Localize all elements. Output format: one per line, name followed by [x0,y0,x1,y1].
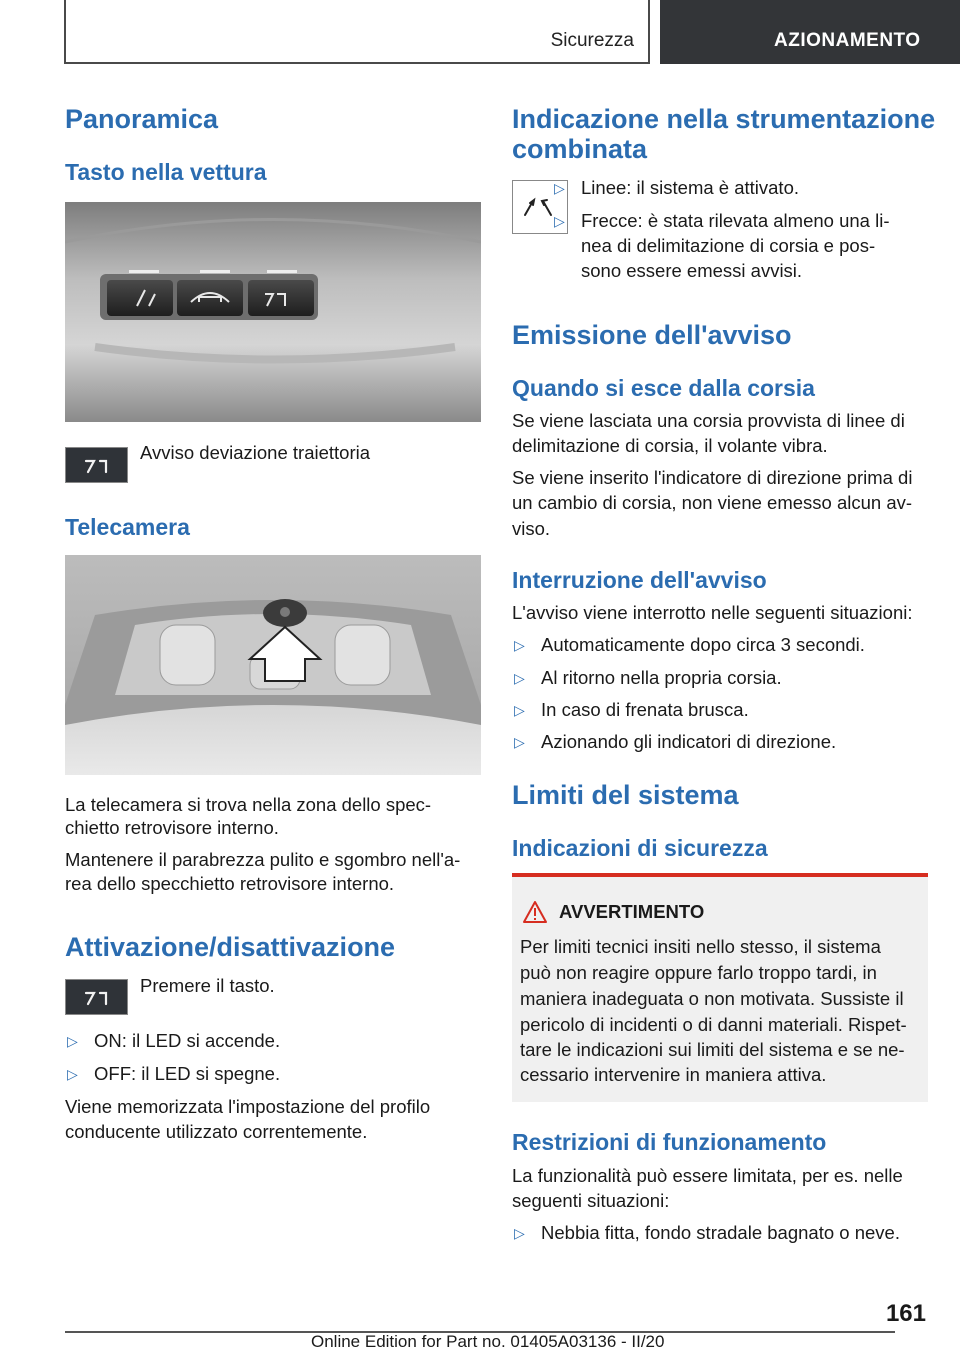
memo-l1: Viene memorizzata l'impostazione del profilo [65,1096,431,1117]
header-section-box [64,0,650,64]
warning-title: AVVERTIMENTO [559,901,705,922]
quando-p2-l1: Se viene inserito l'indicatore di direzione prima di [512,467,913,488]
heading-indicazione-l1: Indicazione nella strumentazione [512,104,936,134]
heading-tasto: Tasto nella vettura [65,159,267,185]
bullet-triangle-icon: ▷ [514,670,525,686]
telecamera-p2-l1: Mantenere il parabrezza pulito e sgombro nell'a- [65,849,461,870]
quando-p2-l3: viso. [512,518,551,539]
interruzione-text: L'avviso viene interrotto nelle seguenti situazioni: [512,602,913,623]
telecamera-p2-l2: rea dello specchietto retrovisore interno. [65,873,395,894]
header-chapter-label: AZIONAMENTO [774,30,921,51]
telecamera-p1-l2: chietto retrovisore interno. [65,817,279,838]
quando-p1-l2: delimitazione di corsia, il volante vibra. [512,435,828,456]
list-item: ▷ Azionando gli indicatori di direzione. [512,729,836,755]
ind-b2-l2: nea di delimitazione di corsia e pos- [581,235,876,256]
heading-attivazione: Attivazione/disattivazione [65,932,396,962]
heading-quando: Quando si esce dalla corsia [512,375,815,401]
telecamera-p1-l1: La telecamera si trova nella zona dello spec- [65,794,432,815]
header-section-label: Sicurezza [550,30,634,51]
warning-line: Per limiti tecnici insiti nello stesso, il sistema [520,936,881,957]
heading-telecamera: Telecamera [65,514,190,540]
warning-line: pericolo di incidenti o di danni materiali. Rispet- [520,1014,907,1035]
ind-b2-l3: sono essere emessi avvisi. [581,260,803,281]
restrizioni-l1: La funzionalità può essere limitata, per es. nelle [512,1165,903,1186]
warning-box [512,873,928,1102]
attivazione-text: Premere il tasto. [140,975,275,996]
list-item: ▷ OFF: il LED si spegne. [65,1061,280,1087]
header-chapter-box [660,0,960,64]
bullet-triangle-icon: ▷ [514,734,525,750]
camera-photo [65,555,481,775]
warning-triangle-icon [522,900,548,924]
heading-interruzione: Interruzione dell'avviso [512,567,767,593]
heading-indicazione-l2: combinata [512,134,648,164]
list-item: ▷ Automaticamente dopo circa 3 secondi. [512,632,865,658]
bullet-triangle-icon: ▷ [67,1066,78,1082]
quando-p1-l1: Se viene lasciata una corsia provvista di linee di [512,410,905,431]
bullet-triangle-icon: ▷ [514,702,525,718]
bullet-triangle-icon: ▷ [514,637,525,653]
tasto-caption: Avviso deviazione traiettoria [140,442,371,463]
restrizioni-l2: seguenti situazioni: [512,1190,670,1211]
heading-panoramica: Panoramica [65,104,219,134]
page-number: 161 [885,1300,926,1327]
bullet-triangle-icon: ▷ [67,1033,78,1049]
warning-line: cessario intervenire in maniera attiva. [520,1064,827,1085]
quando-p2-l2: un cambio di corsia, non viene emesso alcun av- [512,492,913,513]
list-item: ▷ Al ritorno nella propria corsia. [512,665,782,691]
heading-emissione: Emissione dell'avviso [512,320,792,350]
list-item: ▷ In caso di frenata brusca. [512,697,749,723]
list-item: ▷ Linee: il sistema è attivato. [552,175,932,201]
bullet-triangle-icon: ▷ [514,1225,525,1241]
footer-edition: Online Edition for Part no. 01405A03136 - II/20 [311,1332,665,1351]
warning-line: tare le indicazioni sui limiti del sistema e se ne- [520,1039,905,1060]
heading-limiti: Limiti del sistema [512,780,739,810]
list-item: ▷ Frecce: è stata rilevata almeno una li- [552,208,932,234]
bullet-triangle-icon: ▷ [554,213,565,229]
lane-departure-button-icon [65,447,128,483]
lane-departure-button-icon-2 [65,979,128,1015]
heading-restrizioni: Restrizioni di funzionamento [512,1129,827,1155]
warning-line: maniera inadeguata o non motivata. Sussiste il [520,988,904,1009]
list-item: ▷ ON: il LED si accende. [65,1028,280,1054]
bullet-triangle-icon: ▷ [554,180,565,196]
memo-l2: conducente utilizzato correntemente. [65,1121,368,1142]
button-panel-photo [65,202,481,422]
list-item: ▷ Nebbia fitta, fondo stradale bagnato o neve. [512,1220,900,1246]
warning-line: può non reagire oppure farlo troppo tardi, in [520,962,877,983]
heading-sicurezza: Indicazioni di sicurezza [512,835,768,861]
